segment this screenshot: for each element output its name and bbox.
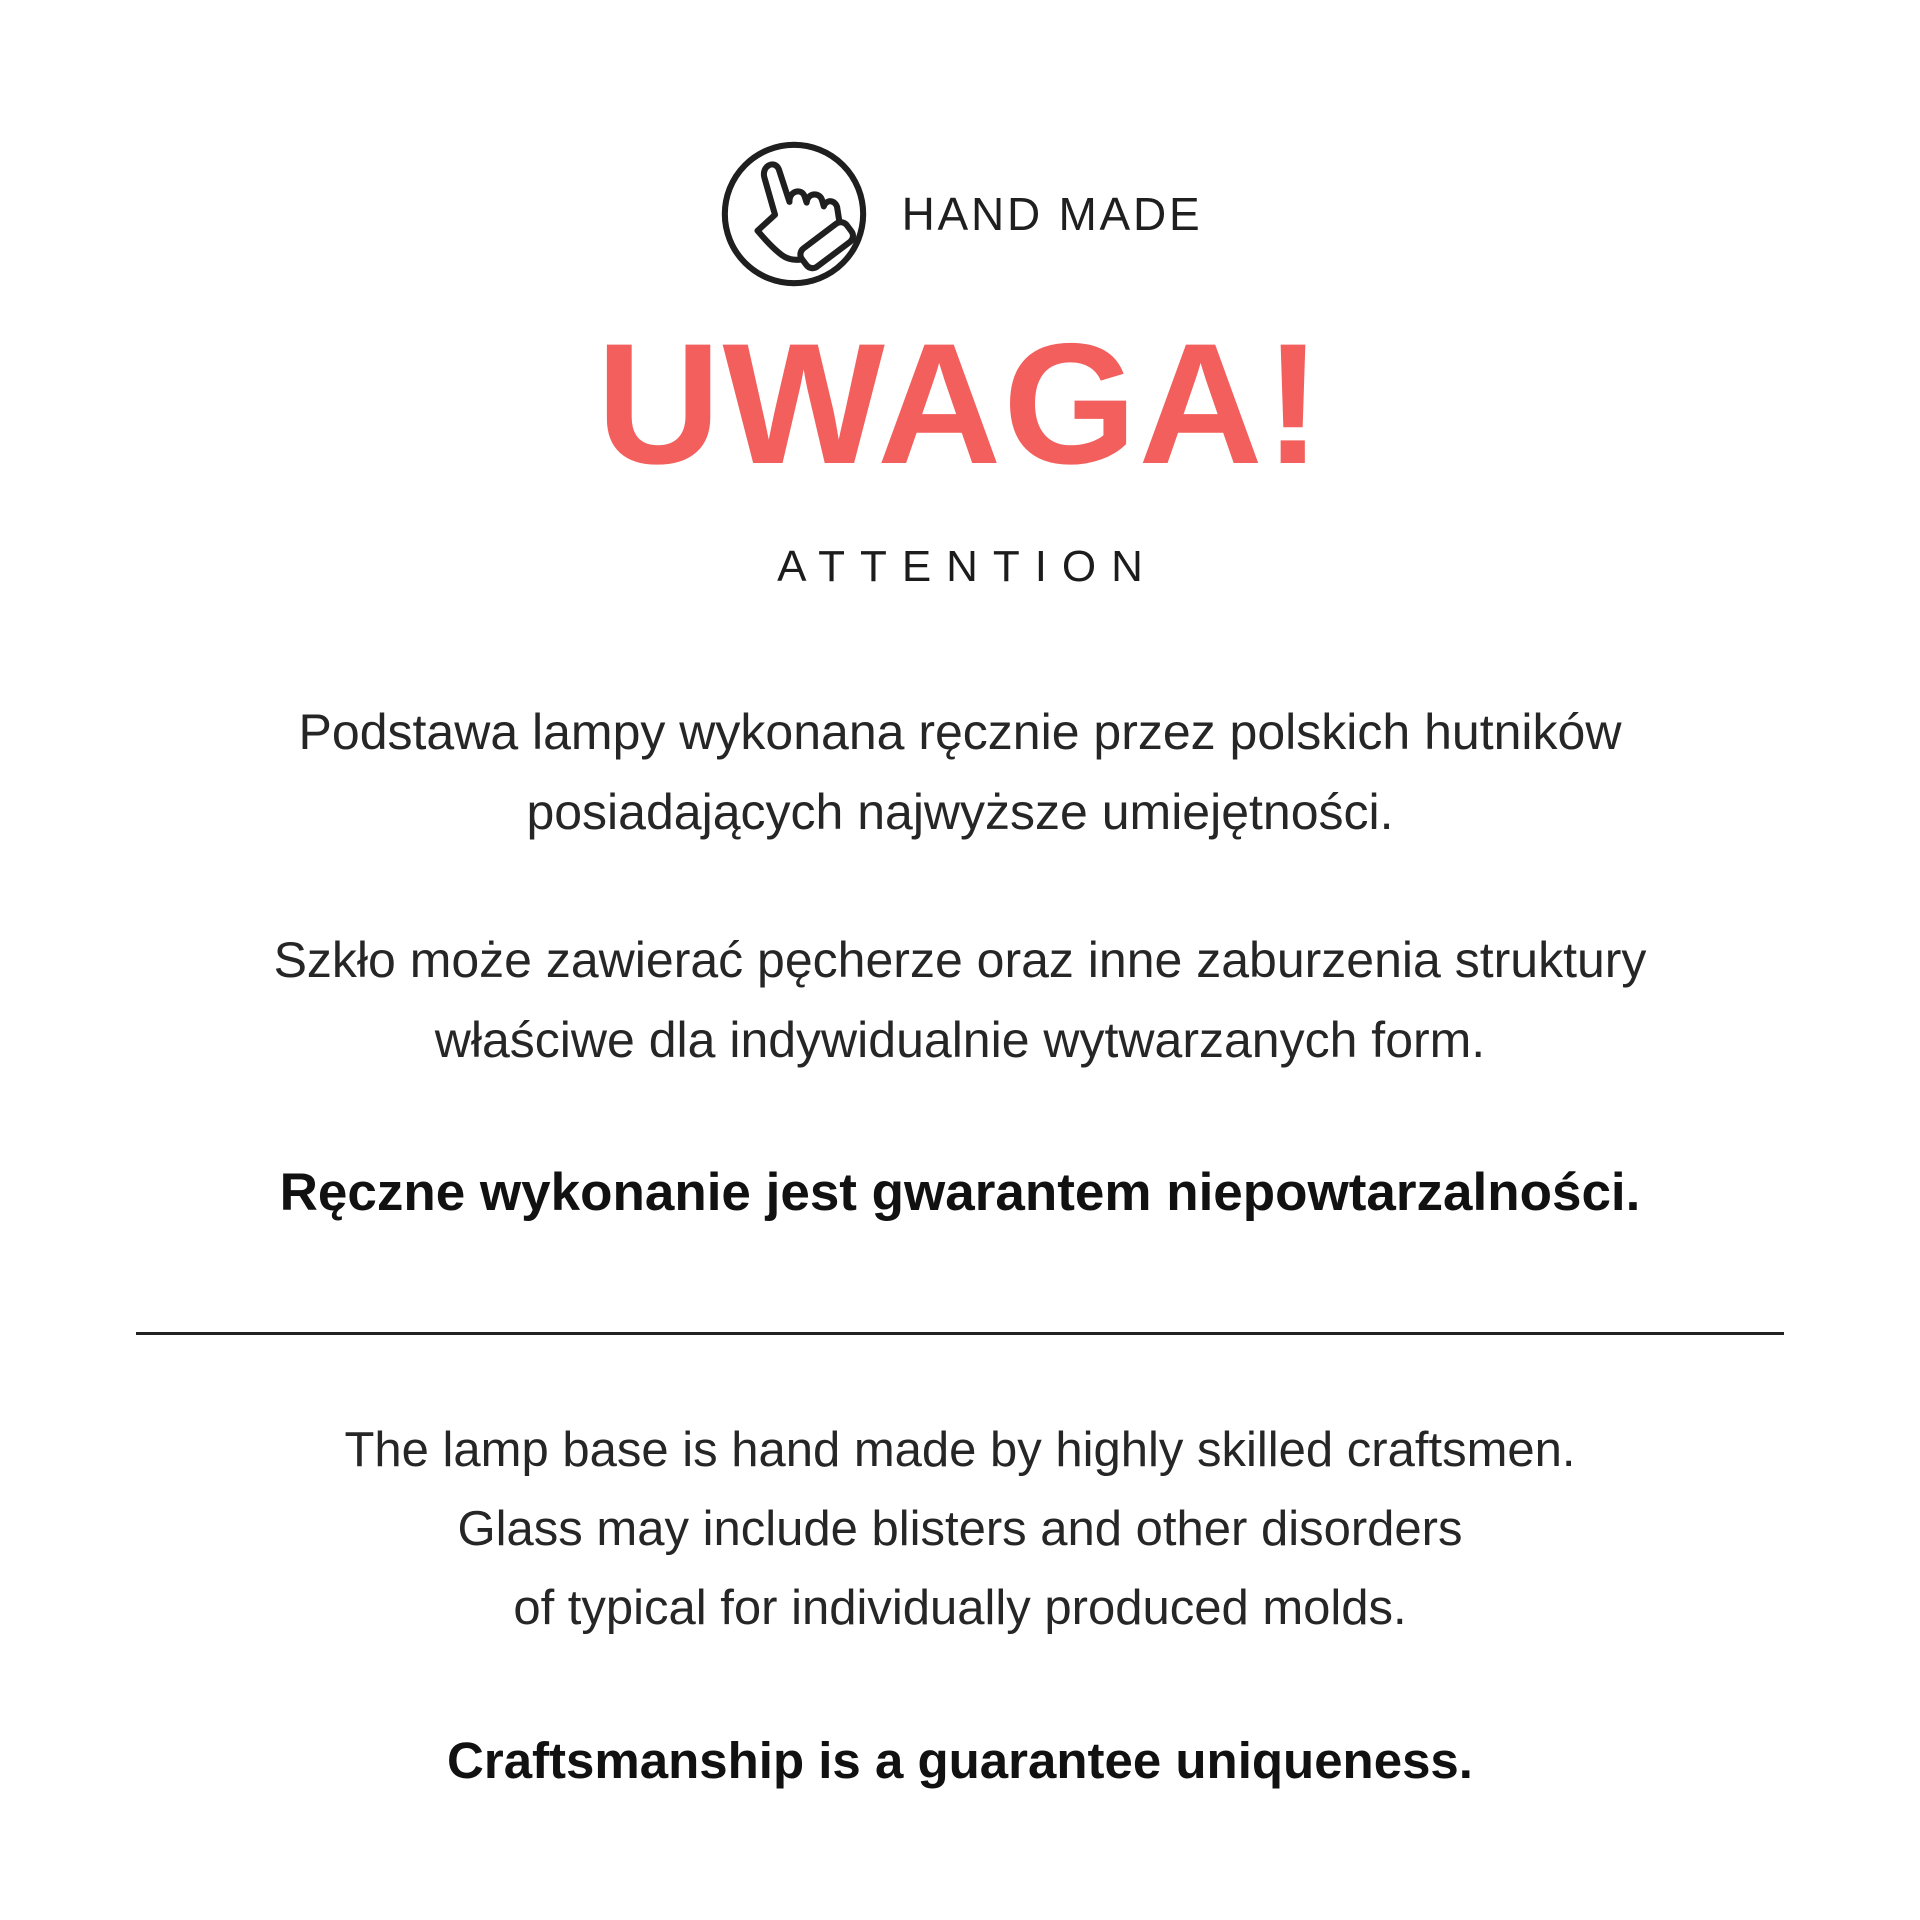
handmade-badge: [718, 138, 1203, 290]
english-bold-statement: Craftsmanship is a guarantee uniqueness.: [447, 1732, 1473, 1789]
sub-title: ATTENTION: [777, 542, 1158, 591]
polish-paragraph-1: [299, 692, 1622, 852]
polish-paragraph-2: [274, 920, 1647, 1080]
english-paragraph-line-3: of typical for individually produced molds.: [513, 1581, 1407, 1635]
english-paragraph: [344, 1411, 1575, 1648]
english-paragraph-line-2: Glass may include blisters and other disorders: [457, 1502, 1463, 1556]
polish-paragraph-1-line-2: posiadających najwyższe umiejętności.: [526, 784, 1394, 840]
polish-paragraph-1-line-1: Podstawa lampy wykonana ręcznie przez polskich hutników: [298, 704, 1622, 760]
polish-bold-statement: Ręczne wykonanie jest gwarantem niepowtarzalności.: [279, 1163, 1641, 1222]
divider-line: [136, 1332, 1784, 1335]
hand-click-icon: [718, 138, 870, 290]
main-title: UWAGA!: [596, 308, 1324, 500]
handmade-label: HAND MADE: [901, 188, 1203, 240]
polish-paragraph-2-line-2: właściwe dla indywidualnie wytwarzanych form.: [434, 1012, 1486, 1068]
english-paragraph-line-1: The lamp base is hand made by highly skilled craftsmen.: [344, 1423, 1576, 1477]
polish-paragraph-2-line-1: Szkło może zawierać pęcherze oraz inne zaburzenia struktury: [273, 932, 1647, 988]
